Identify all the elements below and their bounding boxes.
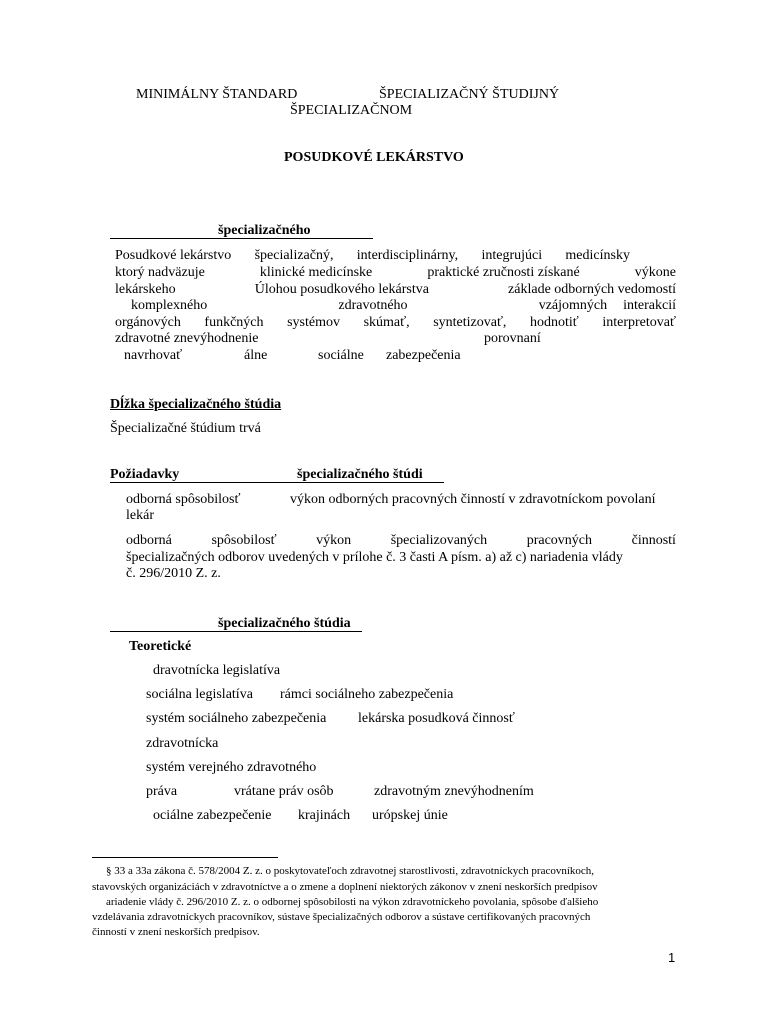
section4-item-2a: sociálna legislatíva [146, 687, 253, 702]
section4-item-6b: vrátane práv osôb [234, 784, 334, 799]
section1-line-7c: sociálne [318, 348, 364, 363]
section1-line-7b: álne [244, 348, 268, 363]
section3-item1-line1b: výkon odborných pracovných činností v zdravotníckom povolaní [290, 492, 656, 507]
section3-heading-a: Požiadavky [110, 467, 180, 482]
section4-item-7a: ociálne zabezpečenie [153, 808, 272, 823]
section1-line-5: orgánových funkčných systémov skúmať, syntetizovať, hodnotiť interpretovať [115, 315, 676, 330]
title-line-1a: MINIMÁLNY ŠTANDARD [136, 87, 298, 102]
section4-item-2b: rámci sociálneho zabezpečenia [280, 687, 454, 702]
section4-item-6c: zdravotným znevýhodnením [374, 784, 534, 799]
section4-item-5: systém verejného zdravotného [146, 760, 317, 775]
section3-item1-line1a: odborná spôsobilosť [126, 492, 241, 507]
footnote-line-3: ariadenie vlády č. 296/2010 Z. z. o odbornej spôsobilosti na výkon zdravotníckeho povolania, spôsobe ďalšieho [106, 896, 599, 908]
section1-line-3: lekárskeho Úlohou posudkového lekárstva základe odborných vedomostí [115, 282, 676, 297]
section4-item-7c: urópskej únie [372, 808, 448, 823]
section4-item-4: zdravotnícka [146, 736, 219, 751]
section1-line-1: Posudkové lekárstvo špecializačný, interdisciplinárny, integrujúci medicínsky [115, 248, 630, 263]
title-line-1b: ŠPECIALIZAČNÝ ŠTUDIJNÝ [379, 87, 560, 102]
section1-line-2: ktorý nadväzuje klinické medicínske praktické zručnosti získané výkone [115, 265, 676, 280]
section1-heading: špecializačného [218, 223, 311, 238]
section3-item2-line1: odborná spôsobilosť výkon špecializovaných pracovných činností [126, 533, 676, 548]
footnote-line-5: činností v znení neskorších predpisov. [92, 926, 260, 938]
section1-line-7a: navrhovať [124, 348, 183, 363]
section4-item-1: dravotnícka legislatíva [153, 663, 281, 678]
section1-line-4: komplexného zdravotného vzájomných interakcií [131, 298, 676, 313]
section4-item-6a: práva [146, 784, 178, 799]
footnote-line-1: § 33 a 33a zákona č. 578/2004 Z. z. o poskytovateľoch zdravotnej starostlivosti, zdravotníckych pracovníkoch, [106, 865, 595, 877]
title-line-2: ŠPECIALIZAČNOM [290, 103, 413, 118]
section4-item-7b: krajinách [298, 808, 351, 823]
subject-title: POSUDKOVÉ LEKÁRSTVO [284, 150, 464, 165]
section3-item2-line2: špecializačných odborov uvedených v prílohe č. 3 časti A písm. a) až c) nariadenia vlády [126, 550, 623, 565]
section3-item2-line3: č. 296/2010 Z. z. [126, 566, 221, 581]
section3-item1-line2: lekár [126, 508, 154, 523]
section4-subheading: Teoretické [129, 639, 192, 654]
footnote-separator [92, 857, 278, 858]
section4-item-3a: systém sociálneho zabezpečenia [146, 711, 327, 726]
section4-item-3b: lekárska posudková činnosť [358, 711, 515, 726]
footnote-line-4: vzdelávania zdravotníckych pracovníkov, sústave špecializačných odborov a sústave certifikovaných pracovných [92, 911, 591, 923]
section2-text: Špecializačné štúdium trvá [110, 421, 261, 436]
page-number: 1 [668, 950, 676, 965]
section3-heading-b: špecializačného štúdi [297, 467, 423, 482]
footnote-line-2: stavovských organizáciách v zdravotníctve a o zmene a doplnení niektorých zákonov v znení neskorších predpisov [92, 881, 598, 893]
section1-line-6b: porovnaní [484, 331, 541, 346]
section4-heading: špecializačného štúdia [218, 616, 351, 631]
section1-line-7d: zabezpečenia [386, 348, 461, 363]
section1-line-6a: zdravotné znevýhodnenie [115, 331, 259, 346]
section2-heading: Dĺžka špecializačného štúdia [110, 397, 282, 412]
